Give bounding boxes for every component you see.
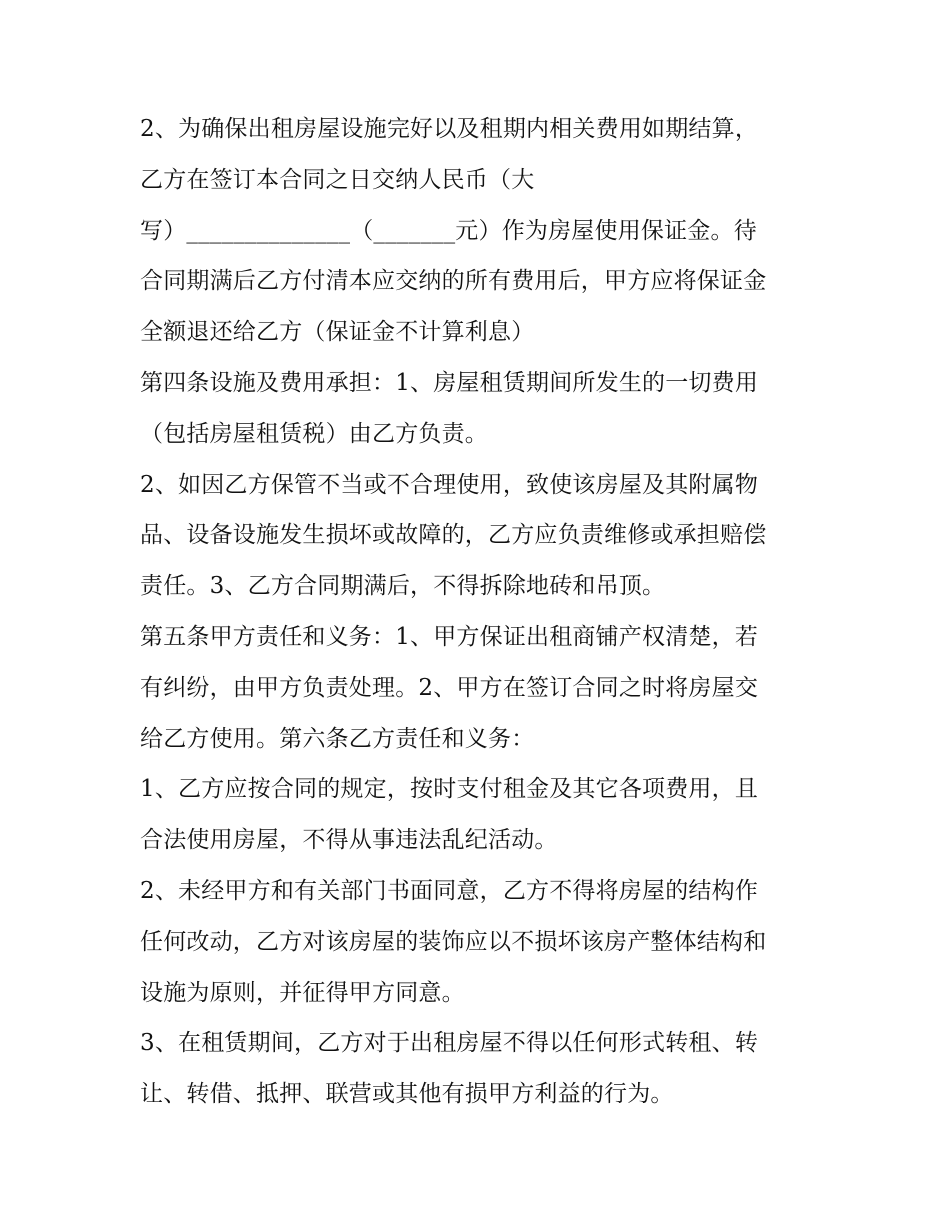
- text-line: 3、在租赁期间，乙方对于出租房屋不得以任何形式转租、转: [140, 1030, 759, 1057]
- text-line: 设施为原则，并征得甲方同意。: [140, 979, 465, 1006]
- contract-text: [140, 104, 820, 1120]
- text-line: 写）______________（_______元）作为房屋使用保证金。待: [140, 217, 757, 244]
- text-line: 2、未经甲方和有关部门书面同意，乙方不得将房屋的结构作: [140, 877, 759, 904]
- text-line: （包括房屋租赁税）由乙方负责。: [140, 420, 488, 447]
- text-line: 2、如因乙方保管不当或不合理使用，致使该房屋及其附属物: [140, 471, 759, 498]
- text-line: 品、设备设施发生损坏或故障的，乙方应负责维修或承担赔偿: [140, 522, 767, 549]
- text-line: 第四条设施及费用承担：1、房屋租赁期间所发生的一切费用: [140, 369, 759, 396]
- text-line: 任何改动，乙方对该房屋的装饰应以不损坏该房产整体结构和: [140, 928, 767, 955]
- text-line: 第五条甲方责任和义务：1、甲方保证出租商铺产权清楚，若: [140, 623, 759, 650]
- text-line: 给乙方使用。第六条乙方责任和义务：: [140, 725, 535, 752]
- text-line: 责任。3、乙方合同期满后，不得拆除地砖和吊顶。: [140, 573, 666, 600]
- text-line: 有纠纷，由甲方负责处理。2、甲方在签订合同之时将房屋交: [140, 674, 759, 701]
- text-line: 2、为确保出租房屋设施完好以及租期内相关费用如期结算，: [140, 116, 759, 142]
- text-line: 全额退还给乙方（保证金不计算利息）: [140, 319, 535, 346]
- text-line: 让、转借、抵押、联营或其他有损甲方利益的行为。: [140, 1081, 674, 1108]
- text-line: 乙方在签订本合同之日交纳人民币（大: [140, 166, 535, 193]
- text-line: 1、乙方应按合同的规定，按时支付租金及其它各项费用，且: [140, 776, 759, 803]
- text-line: 合法使用房屋，不得从事违法乱纪活动。: [140, 827, 558, 854]
- text-line: 合同期满后乙方付清本应交纳的所有费用后，甲方应将保证金: [140, 268, 767, 295]
